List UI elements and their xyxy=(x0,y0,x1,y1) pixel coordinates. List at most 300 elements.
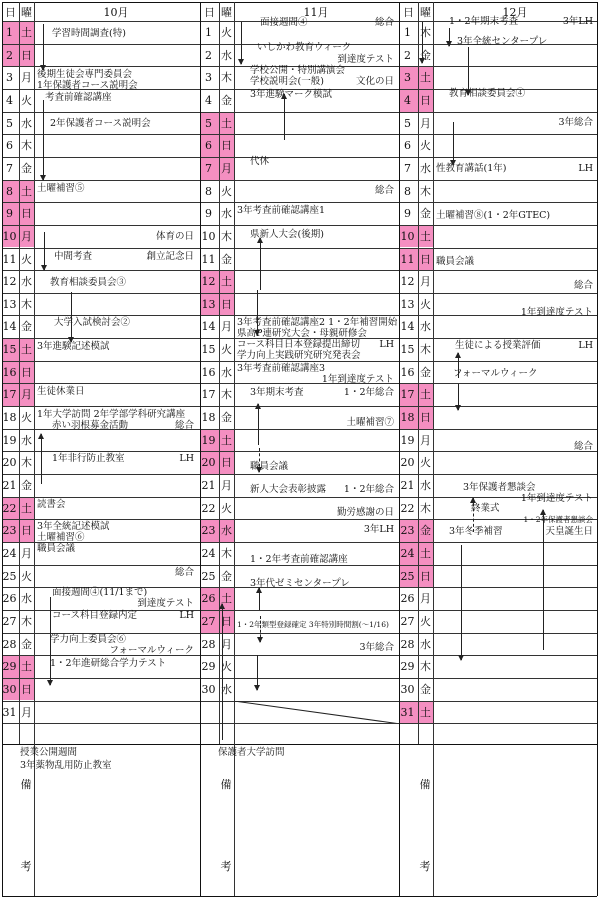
weekday-label: 木 xyxy=(21,297,32,311)
header-day: 日 xyxy=(204,6,215,19)
day-number: 17 xyxy=(2,388,17,402)
day-number: 22 xyxy=(201,501,216,515)
weekday-label: 土 xyxy=(420,546,431,560)
day-number: 5 xyxy=(205,116,212,130)
weekday-label: 金 xyxy=(21,479,32,492)
row-line xyxy=(2,202,597,203)
day-number: 4 xyxy=(6,93,13,107)
calendar-event: LH xyxy=(179,609,194,621)
weekday-label: 月 xyxy=(21,229,32,243)
day-number: 20 xyxy=(2,456,17,470)
weekday-label: 金 xyxy=(221,252,232,266)
weekday-label: 火 xyxy=(221,343,232,357)
weekday-label: 土 xyxy=(21,26,32,39)
day-number: 27 xyxy=(201,614,216,628)
weekday-label: 木 xyxy=(221,71,232,85)
day-number: 18 xyxy=(201,411,216,425)
day-number: 14 xyxy=(201,320,216,334)
calendar-event: 中間考査 xyxy=(54,250,93,262)
day-number: 31 xyxy=(400,705,415,719)
calendar-event: 1・2年総合 xyxy=(343,484,394,495)
day-number: 23 xyxy=(2,524,17,538)
weekday-label: 日 xyxy=(221,456,232,470)
day-number: 6 xyxy=(205,139,212,153)
calendar-event: 3年考査前確認講座1 xyxy=(237,205,326,217)
notes-label-bottom: 考 xyxy=(20,860,32,873)
weekday-label: 月 xyxy=(221,161,232,175)
day-number: 16 xyxy=(201,365,216,379)
calendar-event: いしかわ教育ウィーク xyxy=(257,41,352,53)
day-number: 4 xyxy=(404,93,411,107)
duration-arrow xyxy=(458,384,459,410)
day-number: 21 xyxy=(400,479,415,492)
calendar-event: 1・2年総合 xyxy=(343,387,394,399)
day-number: 3 xyxy=(404,71,411,85)
weekday-label: 土 xyxy=(420,388,431,402)
calendar-event: フォーマルウィーク xyxy=(453,367,538,379)
calendar-event: 3年保護者懇談会 xyxy=(463,482,536,493)
calendar-event: 性教育講話(1年) xyxy=(436,162,507,174)
weekday-label: 火 xyxy=(420,456,431,470)
calendar-event: 職員会議 xyxy=(37,542,76,554)
header-month: 12月 xyxy=(502,6,528,19)
weekday-label: 金 xyxy=(221,569,232,583)
calendar-event: 県高P連研究大会・母親研修会 xyxy=(237,328,367,340)
weekday-label: 水 xyxy=(221,365,232,379)
weekday-label: 金 xyxy=(420,682,431,696)
calendar-event: 勤労感謝の日 xyxy=(336,506,394,518)
calendar-event: 土曜補習⑦ xyxy=(346,417,394,429)
frame-top xyxy=(2,2,597,3)
weekday-label: 月 xyxy=(21,388,32,402)
day-number: 13 xyxy=(400,297,415,311)
calendar-event: 3年LH xyxy=(363,524,394,536)
weekday-label: 土 xyxy=(21,660,32,674)
day-number: 15 xyxy=(2,343,17,357)
day-number: 25 xyxy=(400,569,415,583)
calendar-event: 職員会議 xyxy=(250,461,289,473)
calendar-event: フォーマルウィーク xyxy=(109,644,194,656)
weekday-label: 月 xyxy=(420,433,431,447)
day-number: 26 xyxy=(201,592,216,606)
duration-arrow xyxy=(50,597,51,685)
calendar-event: LH xyxy=(578,162,593,174)
weekday-label: 日 xyxy=(420,252,431,266)
calendar-event: 1年保護者コース説明会 xyxy=(37,80,138,92)
weekday-label: 月 xyxy=(21,546,32,560)
duration-arrow xyxy=(222,604,223,740)
row-line xyxy=(2,293,597,294)
calendar-event: 3年考査前確認講座2 1・2年補習開始 xyxy=(237,317,398,329)
weekday-label: 水 xyxy=(420,479,431,492)
weekday-label: 火 xyxy=(21,569,32,583)
calendar-event: 代休 xyxy=(250,155,270,167)
calendar-event: 創立記念日 xyxy=(146,250,194,262)
calendar-event: 職員会議 xyxy=(436,255,475,267)
weekday-label: 木 xyxy=(221,388,232,402)
day-number: 29 xyxy=(2,660,17,674)
calendar-event: 読書会 xyxy=(37,498,66,510)
day-number: 28 xyxy=(2,637,17,651)
weekday-label: 木 xyxy=(21,614,32,628)
calendar-event: 1・2年期末考査 xyxy=(449,16,519,27)
weekday-label: 月 xyxy=(221,637,232,651)
weekday-label: 水 xyxy=(21,275,32,289)
notes-entry: 3年薬物乱用防止教室 xyxy=(20,760,112,771)
weekday-label: 火 xyxy=(21,411,32,425)
weekday-label: 日 xyxy=(221,614,232,628)
weekday-label: 木 xyxy=(221,229,232,243)
duration-arrow xyxy=(257,655,258,690)
calendar-event: 1年到達度テスト xyxy=(321,373,394,385)
day-number: 17 xyxy=(400,388,415,402)
weekday-label: 水 xyxy=(21,592,32,606)
calendar-event: 学力向上委員会⑥ xyxy=(50,633,127,645)
duration-arrow xyxy=(449,28,450,46)
frame-bottom xyxy=(2,896,597,897)
duration-arrow xyxy=(473,498,474,532)
weekday-label: 月 xyxy=(221,320,232,334)
header-weekday: 曜 xyxy=(221,6,232,19)
calendar-event: 3年冬季補習 xyxy=(449,526,503,538)
weekday-label: 火 xyxy=(420,297,431,311)
day-number: 11 xyxy=(2,252,17,266)
row-line xyxy=(2,678,597,679)
day-number: 16 xyxy=(400,365,415,379)
calendar-event: 2年保護者コース説明会 xyxy=(50,117,151,129)
weekday-label: 月 xyxy=(420,592,431,606)
calendar-event: 学習時間調査(特) xyxy=(52,28,126,39)
calendar-event: 1年非行防止教室 xyxy=(52,453,125,465)
calendar-event: 3年期末考査 xyxy=(250,387,304,399)
day-number: 19 xyxy=(201,433,216,447)
weekday-label: 月 xyxy=(420,116,431,130)
weekday-label: 木 xyxy=(420,343,431,357)
duration-arrow xyxy=(44,232,45,270)
weekday-label: 日 xyxy=(21,207,32,221)
weekday-label: 日 xyxy=(21,524,32,538)
calendar-event: LH xyxy=(179,453,194,465)
calendar-event: 生徒による授業評価 xyxy=(455,340,541,352)
weekday-label: 金 xyxy=(420,207,431,221)
calendar-event: 土曜補習⑥ xyxy=(37,532,85,544)
row-line xyxy=(2,542,597,543)
day-number: 11 xyxy=(400,252,415,266)
day-number: 13 xyxy=(201,297,216,311)
day-number: 14 xyxy=(2,320,17,334)
calendar-event: 文化の日 xyxy=(355,76,394,88)
weekday-label: 水 xyxy=(221,682,232,696)
row-line xyxy=(2,474,597,475)
weekday-label: 土 xyxy=(221,116,232,130)
duration-arrow xyxy=(422,22,423,63)
weekday-label: 水 xyxy=(21,116,32,130)
day-number: 26 xyxy=(400,592,415,606)
calendar-event: 3年総合 xyxy=(359,641,394,653)
day-number: 19 xyxy=(400,433,415,447)
empty-day-slash xyxy=(234,701,398,724)
weekday-label: 土 xyxy=(221,275,232,289)
weekday-label: 火 xyxy=(221,501,232,515)
day-number: 15 xyxy=(400,343,415,357)
day-number: 29 xyxy=(201,660,216,674)
day-number: 8 xyxy=(6,184,13,198)
notes-label-top: 備 xyxy=(220,778,232,791)
day-number: 3 xyxy=(6,71,13,85)
calendar-event: 総合 xyxy=(374,184,394,196)
notes-label-top: 備 xyxy=(419,778,431,791)
duration-arrow xyxy=(43,100,44,180)
day-number: 30 xyxy=(2,682,17,696)
calendar-event: 学校説明会(一般) xyxy=(250,76,324,88)
weekday-label: 金 xyxy=(21,161,32,175)
day-number: 2 xyxy=(404,48,411,62)
weekday-label: 水 xyxy=(420,637,431,651)
row-line xyxy=(2,112,597,113)
weekday-label: 金 xyxy=(420,524,431,538)
calendar-event: 終業式 xyxy=(471,502,500,514)
weekday-label: 土 xyxy=(420,705,431,719)
weekday-label: 月 xyxy=(221,479,232,492)
day-number: 26 xyxy=(2,592,17,606)
calendar-event: 1・2年保護者懇談会 xyxy=(523,514,593,524)
notes-label-bottom: 考 xyxy=(220,860,232,873)
calendar-event: コース科目日本登録提出締切 xyxy=(237,339,361,351)
day-number: 24 xyxy=(2,546,17,560)
header-day: 日 xyxy=(5,6,16,19)
calendar-event: 1年大学訪問 2年学部学科研究講座 xyxy=(37,409,186,421)
weekday-label: 月 xyxy=(21,71,32,85)
calendar-event: 3年代ゼミセンタープレ xyxy=(250,577,350,589)
calendar-event: 1・2年考査前確認講座 xyxy=(250,553,348,565)
weekday-label: 月 xyxy=(21,705,32,719)
duration-arrow xyxy=(458,353,459,378)
duration-arrow xyxy=(43,24,44,70)
day-number: 6 xyxy=(6,139,13,153)
calendar-event: 到達度テスト xyxy=(337,53,394,65)
notes-entry: 授業公開週間 xyxy=(20,747,78,758)
weekday-label: 木 xyxy=(420,184,431,198)
day-number: 10 xyxy=(400,229,415,243)
day-number: 31 xyxy=(2,705,17,719)
day-number: 23 xyxy=(201,524,216,538)
day-number: 6 xyxy=(404,139,411,153)
weekday-label: 金 xyxy=(420,365,431,379)
panel-left xyxy=(2,2,3,896)
weekday-col-line xyxy=(234,2,235,896)
day-number: 3 xyxy=(205,71,212,85)
duration-arrow xyxy=(259,588,260,610)
day-number: 19 xyxy=(2,433,17,447)
duration-arrow xyxy=(41,434,42,484)
weekday-label: 日 xyxy=(420,93,431,107)
weekday-label: 火 xyxy=(420,614,431,628)
weekday-label: 火 xyxy=(221,660,232,674)
day-number: 16 xyxy=(2,365,17,379)
notes-top xyxy=(2,744,597,745)
day-number: 30 xyxy=(400,682,415,696)
calendar-event: 1・2年進研総合学力テスト xyxy=(50,658,167,670)
header-month: 11月 xyxy=(303,6,329,19)
frame-right xyxy=(597,2,598,896)
weekday-label: 日 xyxy=(221,297,232,311)
day-number: 18 xyxy=(400,411,415,425)
duration-arrow xyxy=(241,22,242,64)
day-number: 23 xyxy=(400,524,415,538)
weekday-label: 土 xyxy=(21,343,32,357)
panel-left xyxy=(200,2,201,896)
weekday-label: 火 xyxy=(221,184,232,198)
day-number: 27 xyxy=(2,614,17,628)
calendar-event: 総合 xyxy=(174,420,194,432)
day-number: 28 xyxy=(201,637,216,651)
row-line xyxy=(2,157,597,158)
row-line xyxy=(2,406,597,407)
duration-arrow xyxy=(260,238,261,290)
calendar-event: 到達度テスト xyxy=(137,598,194,610)
weekday-label: 土 xyxy=(420,229,431,243)
duration-arrow xyxy=(257,290,258,335)
header-weekday: 曜 xyxy=(21,6,32,19)
weekday-label: 日 xyxy=(221,139,232,153)
notes-label-bottom: 考 xyxy=(419,860,431,873)
duration-arrow xyxy=(258,404,259,445)
day-number: 7 xyxy=(205,161,212,175)
weekday-label: 木 xyxy=(420,501,431,515)
calendar-event: 体育の日 xyxy=(155,230,194,242)
day-number: 7 xyxy=(6,161,13,175)
weekday-label: 土 xyxy=(420,71,431,85)
day-number: 22 xyxy=(400,501,415,515)
notes-entry: 保護者大学訪問 xyxy=(218,747,285,758)
calendar-event: 総合 xyxy=(174,566,194,578)
calendar-event: 生徒休業日 xyxy=(37,386,85,398)
day-number: 12 xyxy=(400,275,415,289)
calendar-event: 3年全統センタープレ xyxy=(457,36,548,47)
calendar-event: 3年考査前確認講座3 xyxy=(237,362,326,374)
weekday-label: 水 xyxy=(21,433,32,447)
day-number: 5 xyxy=(6,116,13,130)
calendar-event: 教育相談委員会③ xyxy=(50,277,127,289)
row-line xyxy=(2,270,597,271)
day-number: 18 xyxy=(2,411,17,425)
day-number: 27 xyxy=(400,614,415,628)
day-number: 14 xyxy=(400,320,415,334)
day-number: 17 xyxy=(201,388,216,402)
day-number: 24 xyxy=(201,546,216,560)
duration-arrow xyxy=(543,510,544,650)
weekday-label: 土 xyxy=(21,184,32,198)
weekday-label: 日 xyxy=(420,411,431,425)
calendar-event: 県新人大会(後期) xyxy=(250,228,324,240)
calendar-event: コース科目登録内定 xyxy=(52,609,138,621)
header-day: 日 xyxy=(403,6,414,19)
day-number: 8 xyxy=(404,184,411,198)
duration-arrow xyxy=(284,94,285,140)
duration-arrow xyxy=(259,448,260,472)
duration-arrow xyxy=(468,47,469,95)
day-number: 9 xyxy=(205,207,212,221)
day-number: 4 xyxy=(205,93,212,107)
weekday-label: 水 xyxy=(420,161,431,175)
day-number: 9 xyxy=(6,207,13,221)
notes-label-top: 備 xyxy=(20,778,32,791)
duration-arrow xyxy=(260,616,261,642)
calendar-event: 3年進験記述模試 xyxy=(37,341,110,353)
weekday-label: 木 xyxy=(420,26,431,39)
day-number: 13 xyxy=(2,297,17,311)
weekday-label: 金 xyxy=(221,411,232,425)
weekday-label: 水 xyxy=(221,207,232,221)
calendar-event: 3年LH xyxy=(562,16,593,27)
day-number: 2 xyxy=(6,48,13,62)
calendar-event: 総合 xyxy=(374,17,394,28)
calendar-event: 天皇誕生日 xyxy=(545,526,593,538)
day-number: 22 xyxy=(2,501,17,515)
calendar-event: 3年進験マーク模試 xyxy=(250,88,333,100)
day-number: 10 xyxy=(201,229,216,243)
calendar-event: 総合 xyxy=(573,280,593,292)
row-line xyxy=(2,180,597,181)
calendar-event: 土曜補習⑤ xyxy=(37,182,85,194)
calendar-event: LH xyxy=(578,340,593,352)
weekday-label: 金 xyxy=(21,320,32,334)
calendar-event: 赤い羽根募金活動 xyxy=(52,420,129,432)
weekday-label: 日 xyxy=(420,569,431,583)
duration-arrow xyxy=(453,122,454,165)
weekday-label: 日 xyxy=(21,682,32,696)
calendar-event: 学力向上実践研究研究発表会 xyxy=(237,350,361,362)
day-number: 12 xyxy=(2,275,17,289)
calendar-event: 考査前確認講座 xyxy=(45,91,112,103)
row-line xyxy=(2,248,597,249)
weekday-label: 水 xyxy=(221,524,232,538)
calendar-event: 後期生徒会専門委員会 xyxy=(37,69,133,81)
day-number: 24 xyxy=(400,546,415,560)
day-number: 29 xyxy=(400,660,415,674)
day-number: 21 xyxy=(2,479,17,492)
day-number: 11 xyxy=(201,252,216,266)
day-number: 1 xyxy=(404,26,411,39)
day-number: 1 xyxy=(6,26,13,39)
row-line xyxy=(2,723,597,724)
weekday-col-line xyxy=(433,2,434,896)
weekday-label: 水 xyxy=(420,320,431,334)
row-line xyxy=(2,225,597,226)
calendar-event: 1年到達度テスト xyxy=(520,306,593,318)
weekday-label: 木 xyxy=(221,546,232,560)
weekday-label: 土 xyxy=(21,501,32,515)
day-number: 20 xyxy=(201,456,216,470)
header-weekday: 曜 xyxy=(420,6,431,19)
day-number: 30 xyxy=(201,682,216,696)
day-number: 20 xyxy=(400,456,415,470)
day-number: 15 xyxy=(201,343,216,357)
weekday-label: 金 xyxy=(21,637,32,651)
calendar-event: 大学入試検討会② xyxy=(54,317,131,329)
day-number: 7 xyxy=(404,161,411,175)
calendar-event: 1年到達度テスト xyxy=(520,493,593,504)
calendar-event: 3年総合 xyxy=(558,116,593,128)
calendar-event: 学校公開・特別講演会 xyxy=(250,65,346,77)
calendar-event: 面接週間④ xyxy=(260,17,308,28)
day-number: 9 xyxy=(404,207,411,221)
weekday-label: 火 xyxy=(21,93,32,107)
weekday-label: 日 xyxy=(21,365,32,379)
header-month: 10月 xyxy=(103,6,129,19)
row-line xyxy=(2,134,597,135)
day-number: 8 xyxy=(205,184,212,198)
